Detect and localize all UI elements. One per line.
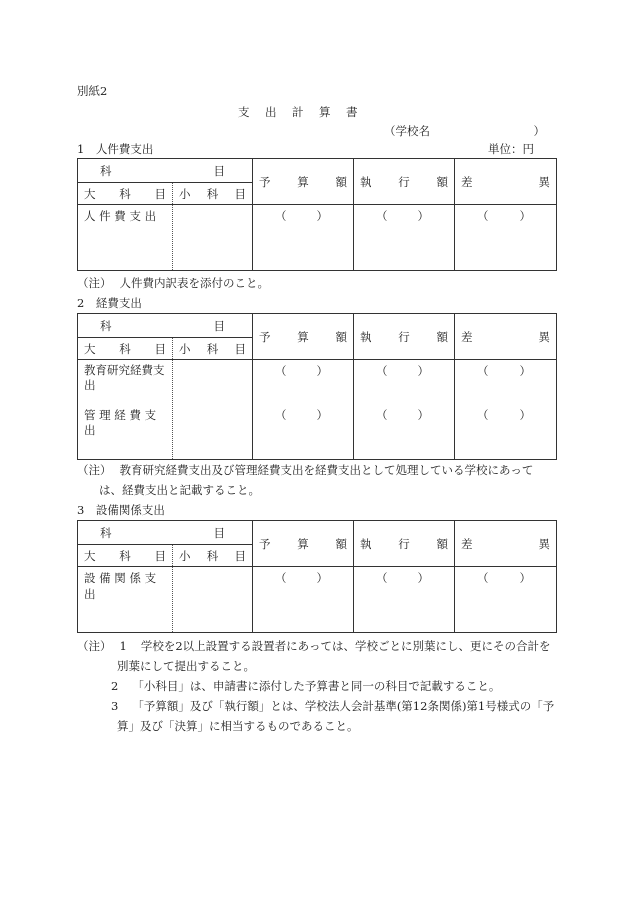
unit-label: 単位：円 xyxy=(488,142,534,156)
section-1-note: （注） 人件費内訳表を添付のこと。 xyxy=(77,276,269,290)
daikamoku-header: 大 科 目 xyxy=(78,545,173,567)
shikko-header: 執 行 額 xyxy=(354,159,455,205)
sai-cell: （ ） （ ） xyxy=(455,360,557,460)
shokamoku-header: 小 科 目 xyxy=(173,338,253,360)
shikko-cell: （ ） （ ） xyxy=(354,360,455,460)
section-2-note: （注） 教育研究経費支出及び管理経費支出を経費支出として処理している学校にあって は、経費支出と記載すること。 xyxy=(77,463,534,497)
kamoku-header: 科 目 xyxy=(78,521,253,545)
sai-header: 差 異 xyxy=(455,159,557,205)
school-name-field: （学校名 ） xyxy=(384,124,545,138)
shokamoku-cell xyxy=(173,567,253,633)
kamoku-header: 科 目 xyxy=(78,314,253,338)
section-2-heading: 2 経費支出 xyxy=(77,296,142,310)
section-3-heading: 3 設備関係支出 xyxy=(77,503,165,517)
section-3-table xyxy=(77,520,557,633)
daikamoku-header: 大 科 目 xyxy=(78,338,173,360)
shokamoku-cell xyxy=(173,205,253,271)
shikko-cell: （ ） xyxy=(354,205,455,271)
section-3-notes: （注） 1 学校を2以上設置する設置者にあっては、学校ごとに別葉にし、更にその合計を 別葉にして提出すること。 2 「小科目」は、申請書に添付した予算書と同一の科目で記載すること。 3 「予算額」及び「執行額」とは、学校法人会計基準(第12条関係)第1号様式の「予 算」及び「決算」に相当するものであること。 xyxy=(77,639,555,733)
daikamoku-header: 大 科 目 xyxy=(78,183,173,205)
page-title: 支 出 計 算 書 xyxy=(238,105,360,119)
row-label: 設 備 関 係 支 出 xyxy=(78,567,173,633)
shikko-header: 執 行 額 xyxy=(354,521,455,567)
shikko-cell: （ ） xyxy=(354,567,455,633)
section-2-table xyxy=(77,313,557,460)
yosan-header: 予 算 額 xyxy=(253,314,354,360)
yosan-header: 予 算 額 xyxy=(253,521,354,567)
row-label: 人 件 費 支 出 xyxy=(78,205,173,271)
shokamoku-header: 小 科 目 xyxy=(173,545,253,567)
sai-header: 差 異 xyxy=(455,314,557,360)
shokamoku-header: 小 科 目 xyxy=(173,183,253,205)
shokamoku-cell xyxy=(173,360,253,460)
sai-cell: （ ） xyxy=(455,205,557,271)
sai-cell: （ ） xyxy=(455,567,557,633)
yosan-cell: （ ） xyxy=(253,205,354,271)
kamoku-header: 科 目 xyxy=(78,159,253,183)
yosan-cell: （ ） xyxy=(253,567,354,633)
section-1-heading: 1 人件費支出 xyxy=(77,142,154,156)
yosan-cell: （ ） （ ） xyxy=(253,360,354,460)
sai-header: 差 異 xyxy=(455,521,557,567)
shikko-header: 執 行 額 xyxy=(354,314,455,360)
section-1-table xyxy=(77,158,557,271)
yosan-header: 予 算 額 xyxy=(253,159,354,205)
row-labels: 教育研究経費支 出 管 理 経 費 支 出 xyxy=(78,360,173,460)
attachment-label: 別紙2 xyxy=(77,84,108,98)
